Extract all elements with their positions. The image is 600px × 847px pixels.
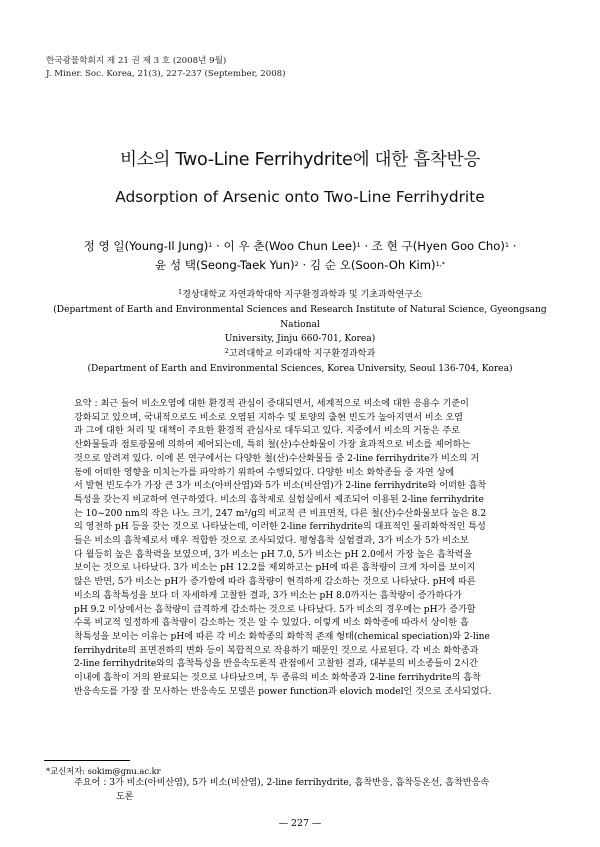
journal-header-english: J. Miner. Soc. Korea, 21(3), 227-237 (September, 2008): [46, 69, 286, 79]
abstract-line: [74, 604, 546, 618]
abstract-line-text: 산화물들과 점토광물에 의하여 제어되는데, 특히 철(산)수산화물이 가장 효과적으로 비소를 제어하는: [74, 440, 471, 451]
abstract-line-text: 수록 비교적 일정하게 흡착량이 감소하는 것은 알 수 있었다. 이렇게 비소 화학종에 따라서 상이한 흡: [74, 618, 469, 629]
author-affiliation-marker: 1: [208, 241, 213, 249]
abstract-line-text: 는 10~200 nm의 작은 나노 크기, 247 m²/g의 비교적 큰 비표면적, 다른 철(산)수산화물보다 높은 8.2: [74, 508, 487, 519]
affiliations: [44, 288, 556, 377]
journal-header-korean: 한국광물학회지 제 21 권 제 3 호 (2008년 9월): [46, 56, 227, 66]
journal-header: [46, 55, 285, 81]
abstract-line: [74, 453, 546, 467]
abstract-line: [74, 562, 546, 576]
abstract-line-text: 비소의 흡착특성을 보다 더 자세하게 고찰한 결과, 3가 비소는 pH 8.0까지는 흡착량이 증가하다가: [74, 590, 462, 601]
abstract-line-text: 최근 들어 비소오염에 대한 환경적 관심이 증대되면서, 세계적으로 비소에 대한 응용수 기준이: [100, 399, 469, 409]
abstract-line-text: 들은 비소의 흡착제로서 매우 적합한 것으로 조사되었다. 평형흡착 실험결과, 3가 비소가 5가 비소보: [74, 536, 469, 547]
abstract-line: [74, 631, 546, 645]
abstract-line-text: 서 발현 빈도수가 가장 큰 3가 비소(아비산염)와 5가 비소(비산염)가 2-line ferrihydrite와 어떠한 흡착: [74, 481, 487, 492]
abstract-line: [74, 658, 546, 672]
author-line-1: [0, 237, 600, 256]
abstract-line: [74, 617, 546, 631]
abstract-line-text: 과 그에 대한 처리 및 대책이 주요한 환경적 관심사로 대두되고 있다. 지중에서 비소의 거동은 주로: [74, 426, 460, 437]
author-affiliation-marker: 1: [356, 241, 361, 249]
author-line-2: [0, 256, 600, 275]
affiliation-2-korean: $^2$고려대학교 이과대학 지구환경과학과: [224, 347, 376, 360]
abstract-line: [74, 398, 546, 412]
abstract-line-text: 이내에 흡착이 거의 완료되는 것으로 나타났으며, 두 종류의 비소 화학종과 2-line ferrihydrite의 흡착: [74, 673, 481, 684]
abstract-line-text: 착특성을 보이는 이유는 pH에 따른 각 비소 화학종의 화학적 존재 형태(chemical speciation)와 2-line: [74, 631, 490, 642]
abstract-label: 요약 :: [74, 399, 101, 409]
abstract-line-text: 보이는 것으로 나타났다. 3가 비소는 pH 12.2를 제외하고는 pH에 따른 흡착량이 크게 차이를 보이지: [74, 563, 476, 574]
abstract-line: [74, 521, 546, 535]
abstract-line-text: 것으로 알려져 있다. 이에 본 연구에서는 다양한 철(산)수산화물들 중 2-line ferrihydrite가 비소의 거: [74, 453, 480, 464]
affiliation-2-marker: 2: [224, 347, 229, 356]
abstract-line-text: 특성을 갖는지 비교하여 연구하였다. 비소의 흡착제로 실험실에서 제조되어 이용된 2-line ferrihydrite: [74, 494, 484, 505]
abstract-line: [74, 425, 546, 439]
abstract-line: [74, 686, 546, 700]
author-affiliation-marker: 1,*: [435, 260, 446, 268]
corresponding-author-footnote: *교신저자: sokim@gnu.ac.kr: [46, 766, 161, 776]
abstract-line-text: 의 영전하 pH 등을 갖는 것으로 나타났는데, 이러한 2-line ferrihydrite의 대표적인 물리화학적인 특성: [74, 522, 486, 533]
footnote-rule: [44, 760, 130, 761]
abstract-line-text: 2-line ferrihydrite와의 흡착특성을 반응속도론적 관점에서 고찰한 결과, 대부분의 비소종들이 2시간: [74, 659, 478, 670]
author-name: 조 현 구(Hyen Goo Cho): [371, 239, 505, 253]
author-separator: ·: [212, 239, 224, 253]
affiliation-1-marker: 1: [177, 288, 183, 296]
keywords: [74, 776, 546, 804]
author-list: [0, 237, 600, 275]
abstract-line: [74, 439, 546, 453]
author-name: 이 우 춘(Woo Chun Lee): [223, 239, 357, 253]
author-separator: ·: [298, 258, 310, 272]
author-separator: ·: [509, 239, 517, 253]
keywords-label: 주요어 :: [74, 778, 110, 788]
author-separator: ·: [360, 239, 372, 253]
affiliation-1-english-line-1: (Department of Earth and Environmental Sciences and Research Institute of Natural Science, Gyeongsang National: [53, 304, 547, 330]
abstract-line-text: 다 월등히 높은 흡착력을 보였으며, 3가 비소는 pH 7.0, 5가 비소는 pH 2.0에서 가장 높은 흡착력을: [74, 549, 473, 560]
abstract-line: [74, 508, 546, 522]
abstract-line-text: 강화되고 있으며, 국내적으로도 비소로 오염된 지하수 및 토양의 출현 빈도가 높아지면서 비소 오염: [74, 412, 463, 423]
keywords-line-1: [74, 776, 546, 790]
abstract-line-text: pH 9.2 이상에서는 흡착량이 급격하게 감소하는 것으로 나타났다. 5가 비소의 경우에는 pH가 증가할: [74, 604, 476, 615]
author-affiliation-marker: 2: [294, 260, 299, 268]
title-english: Adsorption of Arsenic onto Two-Line Ferrihydrite: [115, 188, 485, 206]
author-name: 정 영 일(Young-Il Jung): [83, 239, 209, 253]
abstract-line-text: 않은 반면, 5가 비소는 pH가 증가함에 따라 흡착량이 현격하게 감소하는 것으로 나타났다. pH에 따른: [74, 577, 476, 588]
abstract-line: [74, 576, 546, 590]
affiliation-2-english: (Department of Earth and Environmental Sciences, Korea University, Seoul 136-704, Korea): [87, 363, 513, 374]
author-name: 윤 성 택(Seong-Taek Yun): [154, 258, 295, 272]
abstract-line: [74, 549, 546, 563]
page-number: — 227 —: [278, 818, 322, 829]
abstract-line-text: 반응속도를 가장 잘 모사하는 반응속도 모델은 power function과 elovich model인 것으로 조사되었다.: [74, 686, 492, 697]
keywords-text: 3가 비소(아비산염), 5가 비소(비산염), 2-line ferrihydrite, 흡착반응, 흡착등온선, 흡착반응속: [109, 778, 490, 788]
abstract-line-text: 동에 어떠한 영향을 미치는가를 파악하기 위하여 수행되었다. 다양한 비소 화학종들 중 자연 상에: [74, 467, 455, 478]
abstract-line: [74, 535, 546, 549]
abstract-line: [74, 412, 546, 426]
affiliation-1-english-line-2: University, Jinju 660-701, Korea): [224, 334, 376, 345]
abstract-line: [74, 645, 546, 659]
abstract-line-text: ferrihydrite의 표면전하의 변화 등이 복합적으로 작용하기 때문인 것으로 사료된다. 각 비소 화학종과: [74, 645, 479, 656]
abstract: [74, 398, 546, 699]
affiliation-1-korean: $^1$경상대학교 자연과학대학 지구환경과학과 및 기초과학연구소: [177, 288, 423, 300]
abstract-line: [74, 672, 546, 686]
keywords-line-2: 도론: [116, 792, 134, 802]
abstract-line: [74, 467, 546, 481]
title-korean: 비소의 Two-Line Ferrihydrite에 대한 흡착반응: [119, 150, 481, 170]
abstract-line: [74, 494, 546, 508]
author-name: 김 순 오(Soon-Oh Kim): [309, 258, 436, 272]
abstract-line: [74, 590, 546, 604]
author-affiliation-marker: 1: [504, 241, 510, 249]
abstract-line: [74, 480, 546, 494]
